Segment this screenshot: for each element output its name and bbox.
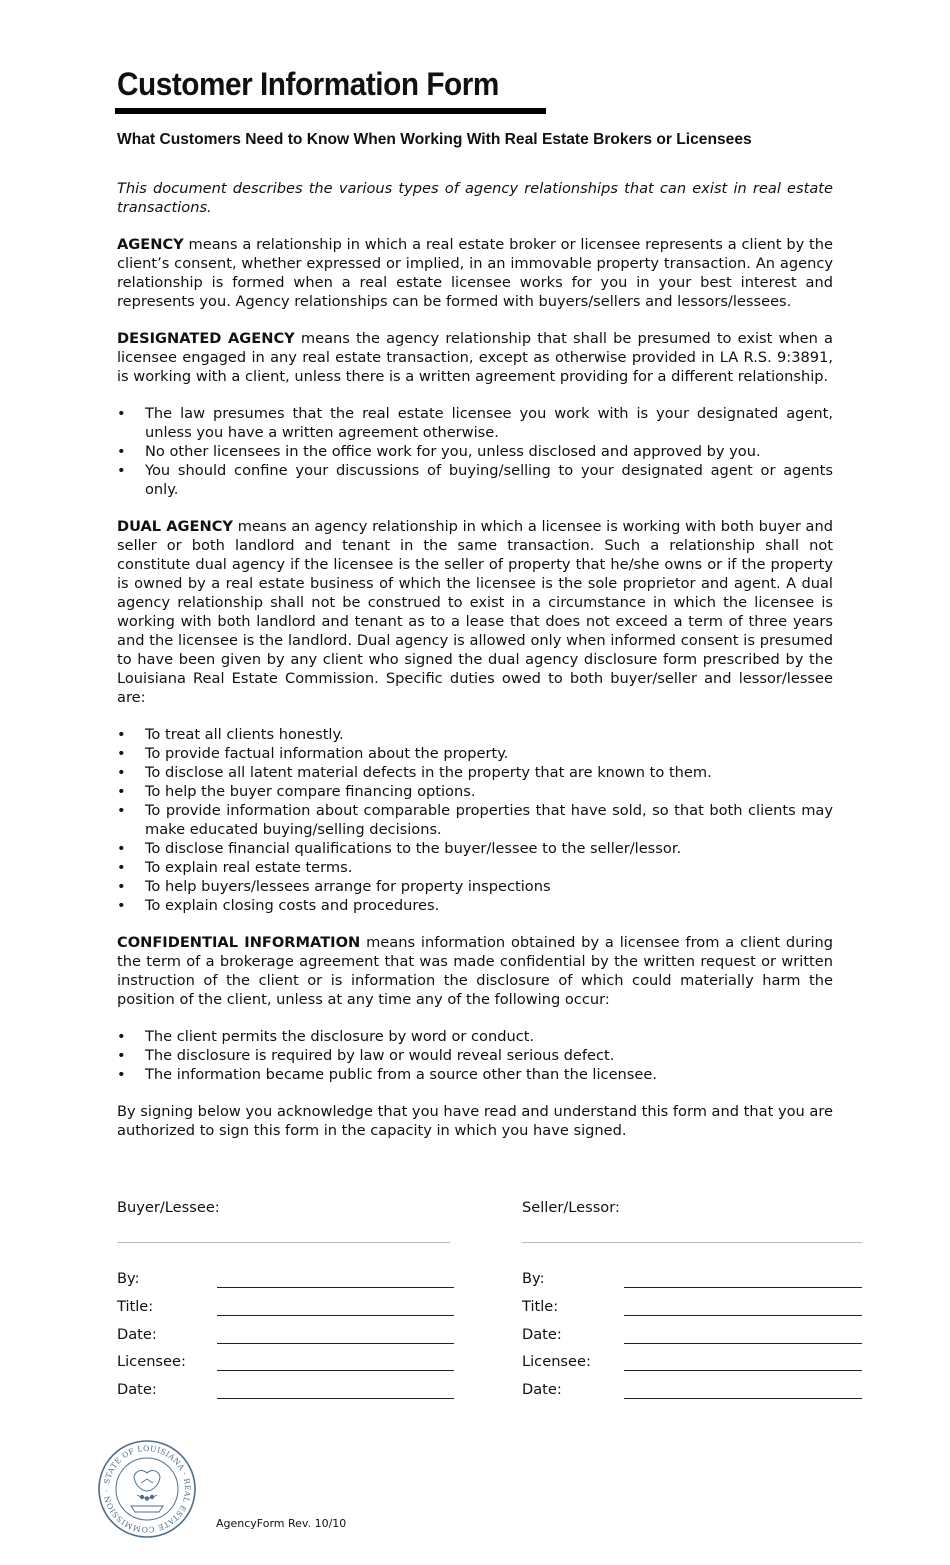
list-item: • To explain closing costs and procedures. xyxy=(117,896,833,915)
seller-date-field[interactable] xyxy=(624,1343,862,1344)
svg-text:STATE OF LOUISIANA · REAL ESTA: STATE OF LOUISIANA · REAL ESTATE COMMISSION · xyxy=(101,1443,193,1535)
agency-paragraph xyxy=(117,235,833,311)
designated-agency-paragraph xyxy=(117,329,833,386)
agency-definition: means a relationship in which a real estate broker or licensee represents a client by the client’s consent, whether expressed or implied, in an immovable property transaction. An agency relationship is formed when a real estate licensee works for you in your best interest and represents you. Agency relationships can be formed with buyers/sellers and lessors/lessees. xyxy=(117,236,833,310)
dual-agency-duties-list xyxy=(117,725,833,915)
seller-title-label: Title: xyxy=(522,1298,559,1315)
buyer-licensee-date-label: Date: xyxy=(117,1381,157,1398)
form-revision-footer: AgencyForm Rev. 10/10 xyxy=(216,1517,347,1530)
list-item: • To provide factual information about the property. xyxy=(117,744,833,763)
list-item: • The information became public from a source other than the licensee. xyxy=(117,1065,833,1084)
seller-licensee-date-label: Date: xyxy=(522,1381,562,1398)
buyer-heading: Buyer/Lessee: xyxy=(117,1199,220,1216)
buyer-title-field[interactable] xyxy=(217,1315,454,1316)
buyer-date-field[interactable] xyxy=(217,1343,454,1344)
confidential-information-list xyxy=(117,1027,833,1084)
buyer-by-label: By: xyxy=(117,1270,140,1287)
list-item: • To treat all clients honestly. xyxy=(117,725,833,744)
intro-paragraph: This document describes the various types of agency relationships that can exist in real estate transactions. xyxy=(117,180,833,216)
seller-heading: Seller/Lessor: xyxy=(522,1199,620,1216)
page-title: Customer Information Form xyxy=(117,66,499,102)
list-item: • You should confine your discussions of buying/selling to your designated agent or agents only. xyxy=(117,461,833,499)
buyer-licensee-field[interactable] xyxy=(217,1370,454,1371)
list-item: • The client permits the disclosure by word or conduct. xyxy=(117,1027,833,1046)
confidential-information-paragraph xyxy=(117,933,833,1009)
form-body xyxy=(117,179,833,1158)
confidential-information-term: CONFIDENTIAL INFORMATION xyxy=(117,934,361,951)
confidential-information-definition: means information obtained by a licensee from a client during the term of a brokerage agreement that was made confidential by the written request or written instruction of the client or is information the disclosure of which could materially harm the position of the client, unless at any time any of the following occur: xyxy=(117,934,834,1008)
seller-by-field[interactable] xyxy=(624,1287,862,1288)
list-item: • To help the buyer compare financing options. xyxy=(117,782,833,801)
seller-signature-line[interactable] xyxy=(522,1242,862,1243)
list-item: • To disclose financial qualifications to the buyer/lessee to the seller/lessor. xyxy=(117,839,833,858)
list-item: • The disclosure is required by law or would reveal serious defect. xyxy=(117,1046,833,1065)
commission-seal-icon xyxy=(97,1439,197,1539)
buyer-licensee-date-field[interactable] xyxy=(217,1398,454,1399)
seller-by-label: By: xyxy=(522,1270,545,1287)
seller-title-field[interactable] xyxy=(624,1315,862,1316)
dual-agency-definition: means an agency relationship in which a licensee is working with both buyer and seller or both landlord and tenant in the same transaction. Such a relationship shall not constitute dual agency if the licensee is the seller of property that he/she owns or if the property is owned by a real estate business of which the licensee is the sole proprietor and agent. A dual agency relationship shall not be construed to exist in a circumstance in which the licensee is working with both landlord and tenant as to a lease that does not exceed a term of three years and the licensee is the landlord. Dual agency is allowed only when informed consent is presumed to have been given by any client who signed the dual agency disclosure form prescribed by the Louisiana Real Estate Commission. Specific duties owed to both buyer/seller and lessor/lessee are: xyxy=(117,518,833,706)
seller-licensee-date-field[interactable] xyxy=(624,1398,862,1399)
buyer-licensee-label: Licensee: xyxy=(117,1353,186,1370)
seller-licensee-label: Licensee: xyxy=(522,1353,591,1370)
seller-date-label: Date: xyxy=(522,1326,562,1343)
acknowledgement-paragraph: By signing below you acknowledge that you have read and understand this form and that you are authorized to sign this form in the capacity in which you have signed. xyxy=(117,1103,833,1139)
designated-agency-list xyxy=(117,404,833,499)
page-subtitle: What Customers Need to Know When Working With Real Estate Brokers or Licensees xyxy=(117,131,752,148)
list-item: • To explain real estate terms. xyxy=(117,858,833,877)
designated-agency-term: DESIGNATED AGENCY xyxy=(117,330,295,347)
list-item: • To provide information about comparable properties that have sold, so that both clients may make educated buying/selling decisions. xyxy=(117,801,833,839)
buyer-title-label: Title: xyxy=(117,1298,154,1315)
seller-licensee-field[interactable] xyxy=(624,1370,862,1371)
agency-term: AGENCY xyxy=(117,236,184,253)
list-item: • The law presumes that the real estate licensee you work with is your designated agent, unless you have a written agreement otherwise. xyxy=(117,404,833,442)
buyer-date-label: Date: xyxy=(117,1326,157,1343)
buyer-by-field[interactable] xyxy=(217,1287,454,1288)
list-item: • To help buyers/lessees arrange for property inspections xyxy=(117,877,833,896)
dual-agency-paragraph xyxy=(117,517,833,707)
list-item: • To disclose all latent material defects in the property that are known to them. xyxy=(117,763,833,782)
list-item: • No other licensees in the office work for you, unless disclosed and approved by you. xyxy=(117,442,833,461)
dual-agency-term: DUAL AGENCY xyxy=(117,518,233,535)
title-underline xyxy=(115,108,546,114)
buyer-signature-line[interactable] xyxy=(117,1242,450,1243)
designated-agency-definition: means the agency relationship that shall be presumed to exist when a licensee engaged in any real estate transaction, except as otherwise provided in LA R.S. 9:3891, is working with a client, unless there is a written agreement providing for a different relationship. xyxy=(117,330,833,385)
